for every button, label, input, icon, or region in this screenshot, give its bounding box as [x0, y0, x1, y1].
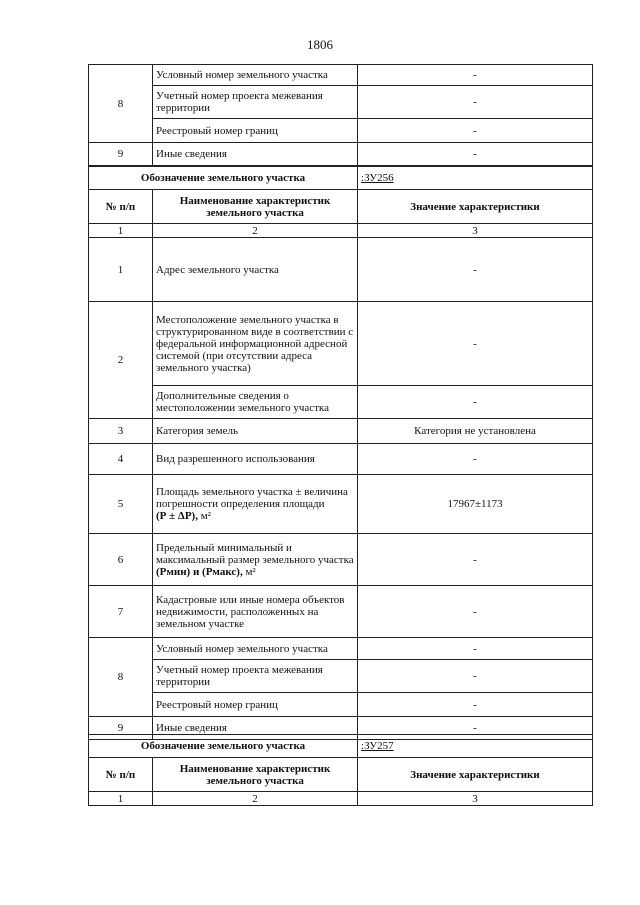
table-row	[89, 586, 593, 638]
table-zu256	[88, 166, 593, 740]
row-name-unit: м²	[197, 510, 211, 522]
row-number: 5	[89, 475, 153, 534]
header-num: № п/п	[89, 758, 153, 792]
row-name: Кадастровые или иные номера объектов недвижимости, расположенных на земельном участке	[153, 586, 358, 638]
table-row	[89, 238, 593, 302]
row-value: -	[358, 638, 593, 660]
table-row	[89, 660, 593, 693]
index-row	[89, 792, 593, 806]
row-value: -	[358, 534, 593, 586]
designation-value: :ЗУ257	[358, 735, 593, 758]
row-number: 8	[89, 65, 153, 143]
header-num: № п/п	[89, 190, 153, 224]
row-value: 17967±1173	[358, 475, 593, 534]
table-row	[89, 386, 593, 419]
row-name: Адрес земельного участка	[153, 238, 358, 302]
header-value: Значение характеристики	[358, 758, 593, 792]
table-row	[89, 302, 593, 386]
row-name: Иные сведения	[153, 717, 358, 740]
table-continuation	[88, 64, 593, 166]
row-value: -	[358, 717, 593, 740]
row-value: Категория не установлена	[358, 419, 593, 444]
index-row	[89, 224, 593, 238]
row-name: Учетный номер проекта межевания территории	[153, 660, 358, 693]
table-row	[89, 638, 593, 660]
row-number: 4	[89, 444, 153, 475]
row-name: Реестровый номер границ	[153, 119, 358, 143]
row-name: Условный номер земельного участка	[153, 638, 358, 660]
header-value: Значение характеристики	[358, 190, 593, 224]
row-value: -	[358, 65, 593, 86]
row-number: 9	[89, 143, 153, 166]
table-row	[89, 86, 593, 119]
header-name: Наименование характеристик земельного участка	[153, 190, 358, 224]
table-row	[89, 119, 593, 143]
row-number: 9	[89, 717, 153, 740]
header-name: Наименование характеристик земельного участка	[153, 758, 358, 792]
row-value: -	[358, 444, 593, 475]
row-value: -	[358, 143, 593, 166]
index-cell: 1	[89, 224, 153, 238]
row-name-text: Предельный минимальный и максимальный размер земельного участка	[156, 541, 354, 566]
row-name: Дополнительные сведения о местоположении земельного участка	[153, 386, 358, 419]
row-number: 2	[89, 302, 153, 419]
designation-label: Обозначение земельного участка	[89, 167, 358, 190]
row-value: -	[358, 238, 593, 302]
row-value: -	[358, 86, 593, 119]
row-name: Вид разрешенного использования	[153, 444, 358, 475]
row-name: Категория земель	[153, 419, 358, 444]
table-row	[89, 143, 593, 166]
row-value: -	[358, 302, 593, 386]
table-row	[89, 693, 593, 717]
designation-label: Обозначение земельного участка	[89, 735, 358, 758]
index-cell: 3	[358, 792, 593, 806]
index-cell: 3	[358, 224, 593, 238]
row-name	[153, 534, 358, 586]
designation-row	[89, 167, 593, 190]
table-row	[89, 419, 593, 444]
row-name: Реестровый номер границ	[153, 693, 358, 717]
row-value: -	[358, 693, 593, 717]
index-cell: 2	[153, 792, 358, 806]
row-name: Условный номер земельного участка	[153, 65, 358, 86]
row-name: Учетный номер проекта межевания территории	[153, 86, 358, 119]
row-value: -	[358, 660, 593, 693]
row-name	[153, 475, 358, 534]
row-value: -	[358, 386, 593, 419]
table-zu257	[88, 734, 593, 806]
row-number: 7	[89, 586, 153, 638]
row-number: 3	[89, 419, 153, 444]
page-number: 1806	[307, 37, 333, 52]
table-row	[89, 65, 593, 86]
row-value: -	[358, 119, 593, 143]
row-number: 1	[89, 238, 153, 302]
header-row	[89, 758, 593, 792]
designation-value: :ЗУ256	[358, 167, 593, 190]
index-cell: 1	[89, 792, 153, 806]
designation-row	[89, 735, 593, 758]
index-cell: 2	[153, 224, 358, 238]
row-name-formula: (Р ± ΔР),	[156, 510, 198, 522]
row-name: Иные сведения	[153, 143, 358, 166]
row-name: Местоположение земельного участка в структурированном виде в соответствии с федеральной информационной адресной системой (при отсутствии адреса земельного участка)	[153, 302, 358, 386]
table-row	[89, 534, 593, 586]
row-name-formula: (Рмин) и (Рмакс),	[156, 565, 243, 578]
row-number: 6	[89, 534, 153, 586]
table-row	[89, 475, 593, 534]
row-number: 8	[89, 638, 153, 717]
table-row	[89, 444, 593, 475]
header-row	[89, 190, 593, 224]
row-name-unit: м²	[242, 565, 256, 578]
row-name-text: Площадь земельного участка ± величина погрешности определения площади	[156, 486, 348, 510]
row-value: -	[358, 586, 593, 638]
